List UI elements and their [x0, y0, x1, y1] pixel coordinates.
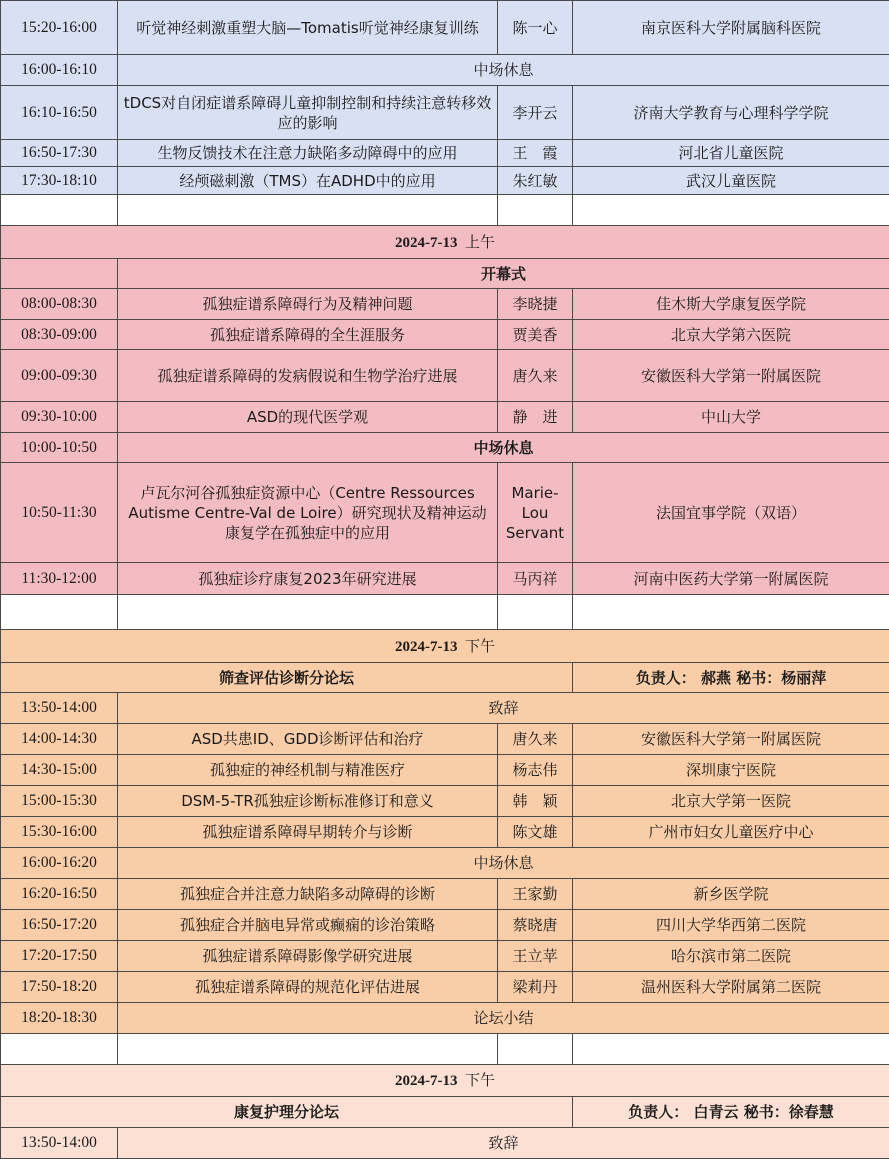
speaker-affiliation: 北京大学第六医院 [573, 320, 889, 350]
schedule-row [1, 786, 889, 817]
session-time: 08:00-08:30 [1, 289, 118, 320]
blank-cell [573, 195, 889, 226]
talk-title: 孤独症谱系障碍早期转介与诊断 [118, 817, 498, 848]
talk-title: 孤独症的神经机制与精准医疗 [118, 755, 498, 786]
speaker-affiliation: 深圳康宁医院 [573, 755, 889, 786]
speaker-name: 王家勤 [498, 879, 573, 910]
session-time: 17:30-18:10 [1, 167, 118, 195]
talk-title: 生物反馈技术在注意力缺陷多动障碍中的应用 [118, 140, 498, 167]
session-time: 14:00-14:30 [1, 724, 118, 755]
blank-cell [1, 595, 118, 630]
speaker-name: 静 进 [498, 402, 573, 433]
talk-title: DSM-5-TR孤独症诊断标准修订和意义 [118, 786, 498, 817]
speaker-affiliation: 济南大学教育与心理科学学院 [573, 86, 889, 140]
break-row [1, 55, 889, 86]
session-time: 15:20-16:00 [1, 1, 118, 55]
session-time: 15:00-15:30 [1, 786, 118, 817]
speaker-affiliation: 河北省儿童医院 [573, 140, 889, 167]
break-label: 中场休息 [118, 433, 889, 463]
schedule-row [1, 755, 889, 786]
speaker-affiliation: 北京大学第一医院 [573, 786, 889, 817]
session-time: 13:50-14:00 [1, 693, 118, 724]
speaker-name: 杨志伟 [498, 755, 573, 786]
speaker-affiliation: 安徽医科大学第一附属医院 [573, 724, 889, 755]
session-time: 10:50-11:30 [1, 463, 118, 563]
session-time: 16:10-16:50 [1, 86, 118, 140]
blank-cell [573, 1034, 889, 1065]
speaker-affiliation: 安徽医科大学第一附属医院 [573, 350, 889, 402]
speaker-name: 韩 颖 [498, 786, 573, 817]
forum-header-row [1, 1097, 889, 1128]
session-time: 11:30-12:00 [1, 563, 118, 595]
schedule-row [1, 817, 889, 848]
session-time: 09:30-10:00 [1, 402, 118, 433]
speaker-name: 唐久来 [498, 724, 573, 755]
blank-cell [118, 1034, 498, 1065]
day-header-date: 2024-7-13 [395, 639, 458, 655]
schedule-row [1, 320, 889, 350]
session-time: 16:50-17:20 [1, 910, 118, 941]
session-time: 13:50-14:00 [1, 1128, 118, 1159]
blank-cell [498, 195, 573, 226]
session-time: 10:00-10:50 [1, 433, 118, 463]
speaker-affiliation: 武汉儿童医院 [573, 167, 889, 195]
talk-title: 经颅磁刺激（TMS）在ADHD中的应用 [118, 167, 498, 195]
session-time: 16:00-16:20 [1, 848, 118, 879]
day-header-row [1, 630, 889, 663]
break-row [1, 1128, 889, 1159]
speaker-affiliation: 温州医科大学附属第二医院 [573, 972, 889, 1003]
blank-cell [498, 595, 573, 630]
blank-cell [1, 195, 118, 226]
speaker-name: 王立苹 [498, 941, 573, 972]
day-header-row [1, 1065, 889, 1097]
speaker-name: 蔡晓唐 [498, 910, 573, 941]
speaker-name: 李晓捷 [498, 289, 573, 320]
session-time: 17:50-18:20 [1, 972, 118, 1003]
speaker-affiliation: 河南中医药大学第一附属医院 [573, 563, 889, 595]
speaker-affiliation: 南京医科大学附属脑科医院 [573, 1, 889, 55]
break-label: 中场休息 [118, 848, 889, 879]
blank-cell [573, 595, 889, 630]
forum-chair: 负责人： 郝燕 秘书：杨丽萍 [573, 663, 889, 693]
schedule-row [1, 972, 889, 1003]
day-header-period: 下午 [465, 1071, 495, 1089]
session-time: 17:20-17:50 [1, 941, 118, 972]
schedule-row [1, 1, 889, 55]
schedule-row [1, 724, 889, 755]
session-time: 16:20-16:50 [1, 879, 118, 910]
talk-title: 孤独症谱系障碍的发病假说和生物学治疗进展 [118, 350, 498, 402]
blank-cell [118, 595, 498, 630]
schedule-row [1, 289, 889, 320]
talk-title: 孤独症合并注意力缺陷多动障碍的诊断 [118, 879, 498, 910]
speaker-name: 陈一心 [498, 1, 573, 55]
empty-time-cell [1, 259, 118, 289]
break-label: 致辞 [118, 693, 889, 724]
talk-title: tDCS对自闭症谱系障碍儿童抑制控制和持续注意转移效应的影响 [118, 86, 498, 140]
break-row [1, 1003, 889, 1034]
speaker-affiliation: 四川大学华西第二医院 [573, 910, 889, 941]
break-label: 中场休息 [118, 55, 889, 86]
talk-title: ASD共患ID、GDD诊断评估和治疗 [118, 724, 498, 755]
day-header [1, 1065, 889, 1097]
speaker-affiliation: 广州市妇女儿童医疗中心 [573, 817, 889, 848]
speaker-affiliation: 中山大学 [573, 402, 889, 433]
schedule-row [1, 402, 889, 433]
day-header-date: 2024-7-13 [395, 1073, 458, 1089]
speaker-name: 李开云 [498, 86, 573, 140]
forum-title: 康复护理分论坛 [1, 1097, 573, 1128]
speaker-affiliation: 法国宜事学院（双语） [573, 463, 889, 563]
blank-row [1, 1034, 889, 1065]
speaker-name: 王 霞 [498, 140, 573, 167]
day-header-date: 2024-7-13 [395, 235, 458, 251]
schedule-row [1, 86, 889, 140]
session-time: 15:30-16:00 [1, 817, 118, 848]
blank-row [1, 195, 889, 226]
day-header [1, 630, 889, 663]
session-time: 14:30-15:00 [1, 755, 118, 786]
talk-title: 孤独症合并脑电异常或癫痫的诊治策略 [118, 910, 498, 941]
schedule-row [1, 879, 889, 910]
break-label: 论坛小结 [118, 1003, 889, 1034]
schedule-row [1, 563, 889, 595]
talk-title: 卢瓦尔河谷孤独症资源中心（Centre Ressources Autisme Centre-Val de Loire）研究现状及精神运动康复学在孤独症中的应用 [118, 463, 498, 563]
talk-title: 听觉神经刺激重塑大脑—Tomatis听觉神经康复训练 [118, 1, 498, 55]
day-header-period: 上午 [465, 233, 495, 251]
session-time: 09:00-09:30 [1, 350, 118, 402]
talk-title: 孤独症谱系障碍的规范化评估进展 [118, 972, 498, 1003]
speaker-affiliation: 新乡医学院 [573, 879, 889, 910]
speaker-affiliation: 哈尔滨市第二医院 [573, 941, 889, 972]
schedule-row [1, 463, 889, 563]
blank-cell [1, 1034, 118, 1065]
session-time: 18:20-18:30 [1, 1003, 118, 1034]
session-time: 08:30-09:00 [1, 320, 118, 350]
schedule-row [1, 140, 889, 167]
break-row [1, 848, 889, 879]
speaker-name: 贾美香 [498, 320, 573, 350]
break-row [1, 433, 889, 463]
speaker-name: 唐久来 [498, 350, 573, 402]
schedule-row [1, 350, 889, 402]
speaker-name: 梁莉丹 [498, 972, 573, 1003]
schedule-row [1, 167, 889, 195]
session-time: 16:00-16:10 [1, 55, 118, 86]
speaker-name: 马丙祥 [498, 563, 573, 595]
schedule-row [1, 941, 889, 972]
talk-title: 孤独症诊疗康复2023年研究进展 [118, 563, 498, 595]
speaker-name: 陈文雄 [498, 817, 573, 848]
talk-title: ASD的现代医学观 [118, 402, 498, 433]
talk-title: 孤独症谱系障碍影像学研究进展 [118, 941, 498, 972]
ceremony-row [1, 259, 889, 289]
forum-chair: 负责人： 白青云 秘书：徐春慧 [573, 1097, 889, 1128]
day-header-period: 下午 [465, 637, 495, 655]
ceremony-label: 开幕式 [118, 259, 889, 289]
day-header-row [1, 226, 889, 259]
blank-cell [118, 195, 498, 226]
talk-title: 孤独症谱系障碍的全生涯服务 [118, 320, 498, 350]
forum-title: 筛查评估诊断分论坛 [1, 663, 573, 693]
schedule-row [1, 910, 889, 941]
break-row [1, 693, 889, 724]
blank-cell [498, 1034, 573, 1065]
schedule-body [1, 1, 889, 1159]
speaker-affiliation: 佳木斯大学康复医学院 [573, 289, 889, 320]
session-time: 16:50-17:30 [1, 140, 118, 167]
blank-row [1, 595, 889, 630]
day-header [1, 226, 889, 259]
talk-title: 孤独症谱系障碍行为及精神问题 [118, 289, 498, 320]
speaker-name: 朱红敏 [498, 167, 573, 195]
break-label: 致辞 [118, 1128, 889, 1159]
speaker-name: Marie-Lou Servant [498, 463, 573, 563]
forum-header-row [1, 663, 889, 693]
